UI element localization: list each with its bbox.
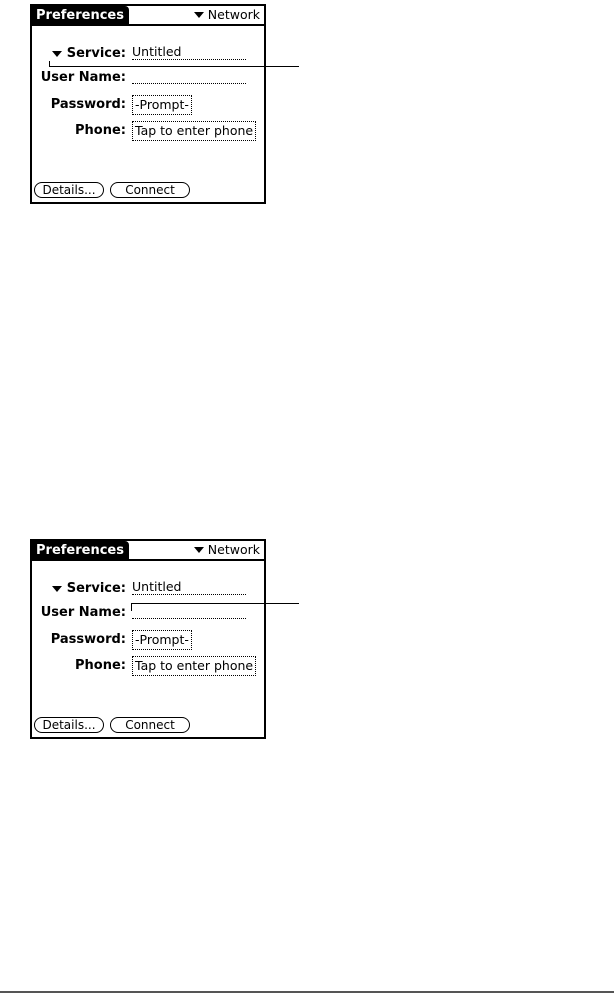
- phone-field[interactable]: Tap to enter phone: [132, 121, 256, 141]
- service-row: [32, 579, 264, 599]
- title-bar: [32, 541, 264, 561]
- username-field[interactable]: [132, 68, 246, 84]
- password-label: Password:: [50, 632, 126, 647]
- app-title: Preferences: [32, 541, 129, 561]
- callout-line: [131, 604, 132, 611]
- service-row: [32, 44, 264, 64]
- username-field[interactable]: [132, 603, 246, 619]
- phone-row: [32, 121, 264, 141]
- username-label: User Name:: [40, 605, 126, 620]
- preferences-window-1: [30, 4, 266, 204]
- triangle-down-icon: [52, 586, 62, 592]
- connect-button[interactable]: Connect: [110, 717, 190, 733]
- preferences-window-2: [30, 539, 266, 739]
- password-row: [32, 630, 264, 650]
- triangle-down-icon: [194, 547, 204, 553]
- connect-button[interactable]: Connect: [110, 182, 190, 198]
- service-value[interactable]: Untitled: [132, 44, 246, 60]
- category-label: Network: [207, 7, 260, 22]
- category-label: Network: [207, 542, 260, 557]
- phone-row: [32, 656, 264, 676]
- service-picker[interactable]: [52, 44, 126, 64]
- password-label: Password:: [50, 97, 126, 112]
- service-label: Service:: [66, 581, 126, 596]
- username-row: [32, 68, 264, 88]
- username-label: User Name:: [40, 70, 126, 85]
- details-button[interactable]: Details...: [34, 717, 104, 733]
- service-value[interactable]: Untitled: [132, 579, 246, 595]
- triangle-down-icon: [52, 51, 62, 57]
- title-underline: [32, 24, 264, 26]
- password-field[interactable]: -Prompt-: [132, 630, 192, 650]
- category-picker[interactable]: [194, 6, 260, 24]
- details-button[interactable]: Details...: [34, 182, 104, 198]
- phone-label: Phone:: [75, 658, 126, 673]
- service-label: Service:: [66, 46, 126, 61]
- phone-field[interactable]: Tap to enter phone: [132, 656, 256, 676]
- category-picker[interactable]: [194, 541, 260, 559]
- title-bar: [32, 6, 264, 26]
- title-underline: [32, 559, 264, 561]
- triangle-down-icon: [194, 12, 204, 18]
- service-picker[interactable]: [52, 579, 126, 599]
- password-field[interactable]: -Prompt-: [132, 95, 192, 115]
- callout-line: [49, 66, 299, 67]
- page-footer-rule: [0, 991, 614, 993]
- phone-label: Phone:: [75, 123, 126, 138]
- password-row: [32, 95, 264, 115]
- app-title: Preferences: [32, 6, 129, 26]
- callout-line: [131, 603, 299, 604]
- username-row: [32, 603, 264, 623]
